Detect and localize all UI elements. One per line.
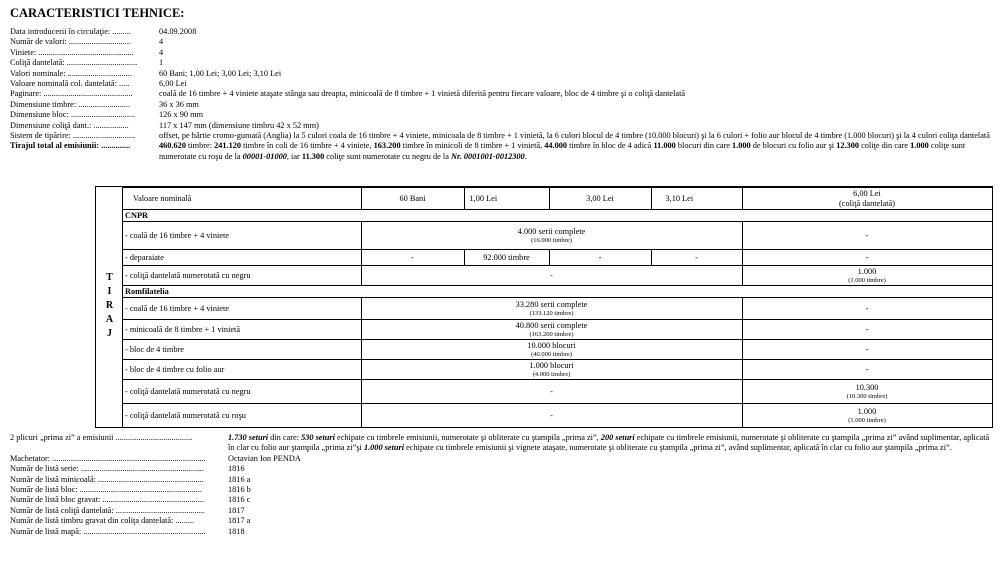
spec-row [10,131,995,141]
spec-row [10,110,995,120]
row-label: - bloc de 4 timbre [123,340,361,360]
tiraj-letter: R [105,300,114,311]
spec-value: 4 [159,37,164,47]
row-main: 10.300 [855,383,879,393]
spec-label: Sistem de tipărire: .............................. [10,131,136,141]
bottom-label: Număr de listă minicoală: ................................................... [10,474,204,484]
row-value [361,320,742,340]
spec-value: 6,00 Lei [159,79,187,89]
tiraj-table [123,187,993,428]
spec-row [10,69,995,79]
tiraj-total-row [10,141,995,162]
row-last: - [742,222,992,250]
plicuri-count: 1.730 seturi [228,433,269,442]
section-row [123,210,992,222]
plicuri-row [10,433,995,454]
table-row [123,298,992,320]
tiraj-total-label: Tirajul total al emisiunii: .............. [10,141,131,151]
spec-value: 1 [159,58,164,68]
row-main: 1.000 blocuri [529,361,574,371]
row-main: 33.280 serii complete [515,300,588,310]
spec-label: Dimensiune bloc: ............................... [10,110,136,120]
tiraj-range: Nr. 0001001-0012300 [450,151,525,161]
plicuri-text: din care: [268,433,302,442]
bottom-value: 1816 b [228,485,251,495]
spec-value: offset, pe hârtie cromo-gumată (Anglia) la 5 culori coala de 16 timbre + 4 viniete, minicoala de 8 timbre + 1 vinietă, la 6 culori blocul de 4 timbre (10.000 blocuri) şi la 6 culori + folio aur blocul de 4 timbre (1.000 blocuri) şi la 4 culori coliţa dantelată [159,131,990,141]
row-value: - [549,250,651,266]
spec-label: Număr de valori: .............................. [10,37,131,47]
bottom-row [10,516,995,526]
row-label: - deparaiate [123,250,361,266]
row-label: - coliţă dantelată numerotată cu negru [123,266,361,286]
row-main: 1.000 [857,267,877,277]
bottom-label: Număr de listă bloc: ........................................................... [10,485,202,495]
spec-row [10,37,995,47]
spec-value: 04.09.2008 [159,27,197,36]
plicuri-text: echipate cu timbrele emisiunii, numerotate şi obliterate cu ştampila „prima zi”, [334,433,601,442]
row-sub: (10.300 timbre) [846,392,888,400]
row-main: 4.000 serii complete [517,227,586,237]
tiraj-letter: J [107,328,112,339]
header-cell-colita [742,188,992,210]
table-row [123,360,992,380]
bottom-label: Număr de listă serie: ........................................................... [10,464,204,474]
tiraj-text: timbre în minicoli de 8 timbre + 1 vinietă, [400,141,545,151]
table-row [123,404,992,428]
tiraj-letter: T [106,272,113,283]
bottom-value: 1818 [228,526,245,536]
header-cell: 60 Bani [361,188,464,210]
plicuri-text: echipate cu timbrele emisiunii, numerotate şi obliterate cu ştampila „prima zi” având suplimentar, aplicată în clar cu folio aur ştampila „prima zi”şi [228,433,990,453]
section-cnpr: CNPR [123,210,992,222]
tiraj-range: 00001-01000 [242,151,287,161]
row-last: - [742,360,992,380]
bottom-row [10,464,995,474]
bottom-label: Număr de listă mapă: ........................................................... [10,526,206,536]
bottom-value: Octavian Ion PENDA [228,453,301,463]
row-label: - bloc de 4 timbre cu folio aur [123,360,361,380]
header-cell: 1,00 Lei [464,188,549,210]
row-value: - [361,404,742,428]
header-value: 6,00 Lei [853,189,881,198]
tiraj-figure: 11.300 [301,151,325,161]
tiraj-table-box [95,186,993,428]
specs-list [10,27,995,162]
header-cell: Valoare nominală [123,188,361,210]
spec-row [10,48,995,58]
row-last [742,404,992,428]
tiraj-text: coliţe sunt numerotate cu negru de la [324,151,451,161]
section-row [123,286,992,298]
table-row [123,380,992,404]
row-main: 10.000 blocuri [527,341,576,351]
tiraj-text: timbre în bloc de 4 adică [567,141,654,151]
spec-label: Valoare nominală col. dantelată: ..... [10,79,130,89]
row-sub: (163.200 timbre) [529,330,574,338]
row-main: 40.800 serii complete [515,321,588,331]
tiraj-figure: 460.620 [159,141,186,151]
table-row [123,250,992,266]
spec-row [10,79,995,89]
plicuri-label: 2 plicuri „prima zi” a emisiunii ..................................... [10,433,193,442]
spec-row [10,58,995,68]
section-romfilatelia: Romfilatelia [123,286,992,298]
tiraj-figure: 44.000 [544,141,568,151]
header-sub: (coliţă dantelată) [839,198,895,208]
bottom-row [10,527,995,537]
row-value [361,222,742,250]
header-cell: 3,00 Lei [549,188,651,210]
row-sub: (133.120 timbre) [529,309,574,317]
spec-label: Valori nominale: ............................... [10,68,132,78]
row-last: - [742,250,992,266]
row-sub: (16.000 timbre) [531,236,572,244]
bottom-value: 1816 [228,464,245,474]
bottom-label: Număr de listă bloc gravat: ................................................. [10,495,205,505]
page-title: CARACTERISTICI TEHNICE: [10,6,185,20]
bottom-row [10,485,995,495]
spec-label: Dimensiune timbre: ......................... [10,99,131,109]
bottom-row [10,454,995,464]
row-label: - coală de 16 timbre + 4 viniete [123,222,361,250]
spec-row [10,27,995,37]
tiraj-figure: 1.000 [732,141,751,151]
row-value [361,340,742,360]
row-last: - [742,340,992,360]
tiraj-text: timbre: [185,141,215,151]
bottom-row [10,506,995,516]
table-row [123,320,992,340]
spec-value: 126 x 90 mm [159,110,204,120]
bottom-row [10,475,995,485]
tiraj-text: , iar [286,151,302,161]
plicuri-count: 200 seturi [600,433,635,442]
tiraj-side-column [96,187,123,427]
tiraj-total-value [159,141,995,162]
tiraj-text: coliţe sunt numerotate cu roşu de la [159,141,966,161]
row-value: - [361,380,742,404]
row-value: - [361,250,464,266]
row-value [361,298,742,320]
tiraj-vertical-label [96,271,123,341]
spec-label: Viniete: .............................................. [10,47,134,57]
spec-value: coală de 16 timbre + 4 viniete ataşate stânga sau dreapta, minicoală de 8 timbre + 1 vinietă diferită pentru fiecare valoare, bloc de 4 timbre şi o coliţă dantelată [159,89,686,99]
tiraj-text: de blocuri cu folio aur şi [750,141,837,151]
table-row [123,266,992,286]
row-sub: (4.000 timbre) [532,370,571,378]
row-last [742,380,992,404]
table-header-row [123,188,992,210]
tiraj-figure: 11.000 [653,141,676,151]
bottom-row [10,495,995,505]
spec-value: 36 x 36 mm [159,99,199,109]
spec-row [10,89,995,99]
row-label: - coliţă dantelată numerotată cu roşu [123,404,361,428]
tiraj-figure: 241.120 [214,141,242,151]
row-value [361,360,742,380]
row-last [742,266,992,286]
bottom-label: Machetator: .......................................................................... [10,453,206,463]
spec-label: Coliţă dantelată: .................................. [10,58,138,68]
plicuri-count: 530 seturi [301,433,335,442]
tiraj-text: . [524,151,527,161]
row-value: - [361,266,742,286]
spec-label: Paginare: ........................................... [10,89,133,99]
tiraj-text: timbre în coli de 16 timbre + 4 viniete, [241,141,374,151]
spec-row [10,100,995,110]
bottom-label: Număr de listă coliţă dantelată: ........................................... [10,505,205,515]
row-main: 1.000 [857,407,877,417]
spec-row [10,121,995,131]
row-sub: (1.000 timbre) [848,276,886,284]
spec-value: 117 x 147 mm (dimensiune timbru 42 x 52 mm) [159,120,319,130]
tiraj-figure: 163.200 [373,141,401,151]
row-last: - [742,320,992,340]
tiraj-letter: A [105,314,114,325]
row-value: 92.000 timbre [464,250,549,266]
tiraj-text: blocuri din care [675,141,733,151]
spec-value: 4 [159,47,164,57]
bottom-value: 1817 a [228,516,251,526]
row-sub: (1.000 timbre) [848,416,886,424]
header-cell: 3,10 Lei [651,188,742,210]
row-sub: (40.000 timbre) [531,350,572,358]
bottom-label: Număr de listă timbru gravat din coliţa dantelată: ......... [10,516,195,526]
row-last: - [742,298,992,320]
spec-value: 60 Bani; 1,00 Lei; 3,00 Lei; 3,10 Lei [159,68,282,78]
tiraj-figure: 12.300 [836,141,860,151]
plicuri-count: 1.000 seturi [363,443,405,453]
plicuri-value [228,433,995,454]
bottom-value: 1817 [228,505,245,515]
tiraj-letter: I [107,286,112,297]
row-label: - coliţă dantelată numerotată cu negru [123,380,361,404]
table-row [123,340,992,360]
tiraj-text: coliţe din care [859,141,911,151]
row-value: - [651,250,742,266]
bottom-list [10,433,995,537]
tiraj-figure: 1.000 [910,141,929,151]
row-label: - coală de 16 timbre + 4 viniete [123,298,361,320]
table-row [123,222,992,250]
row-label: - minicoală de 8 timbre + 1 vinietă [123,320,361,340]
spec-label: Data introducerii în circulaţie: ......... [10,27,131,36]
bottom-value: 1816 a [228,474,251,484]
bottom-value: 1816 c [228,495,251,505]
spec-label: Dimensiune coliţă dant.: ................. [10,120,129,130]
plicuri-text: echipate cu timbrele emisiunii şi vignete ataşate, numerotate şi obliterate cu ştampila „prima zi”, având suplimentar, aplicată în clar cu folio aur ştampila „prima zi”. [404,443,952,453]
